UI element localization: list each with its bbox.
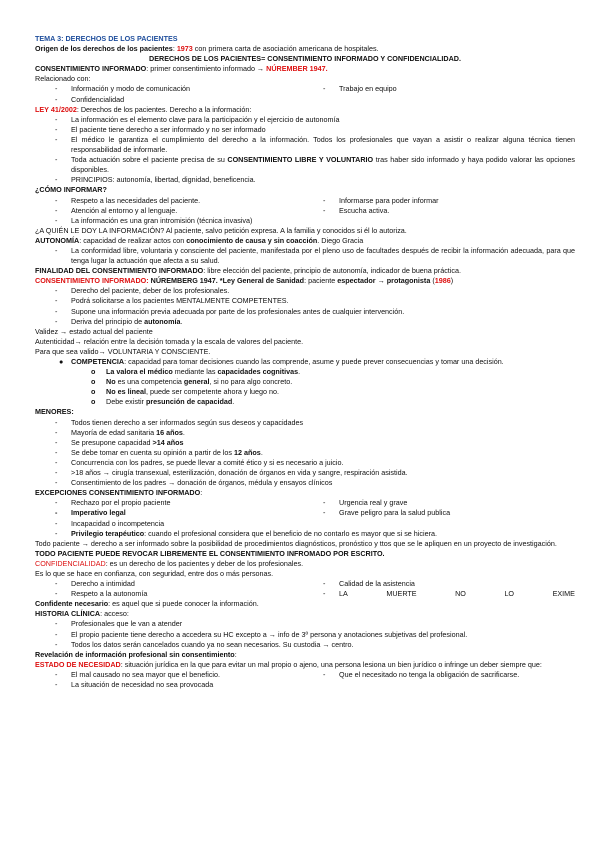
confidente-line: Confidente necesario: es aquel que si puede conocer la información.	[35, 599, 259, 609]
list-item: - Trabajo en equipo	[323, 84, 397, 94]
related-columns	[35, 84, 575, 104]
excepciones-columns	[35, 498, 575, 528]
finalidad-line: FINALIDAD DEL CONSENTIMIENTO INFORMADO: libre elección del paciente, principio de autonomía, indicador de buena práctica.	[35, 266, 461, 276]
lo-que-line: Es lo que se hace en confianza, con seguridad, entre dos o más personas.	[35, 568, 274, 578]
list-item: - Profesionales que le van a atender	[55, 619, 183, 629]
list-item: - Derecho del paciente, deber de los profesionales.	[55, 286, 230, 296]
list-item: - Privilegio terapéutico: cuando el profesional considera que el beneficio de no contarlo es mayor que si se hiciera.	[55, 528, 437, 538]
list-item: - >18 años → cirugía transexual, esterilización, donación de órganos en vida y sangre, respiración asistida.	[55, 468, 408, 478]
list-item: - Grave peligro para la salud publica	[323, 508, 451, 518]
list-item: - Imperativo legal	[55, 508, 126, 518]
confidencialidad-columns	[35, 579, 575, 599]
list-item: - Todos los datos serán cancelados cuando ya no sean necesarios. Su custodia → centro.	[55, 639, 354, 649]
list-item: - Incapacidad o incompetencia	[55, 518, 165, 528]
section-heading: MENORES:	[35, 407, 74, 417]
list-item: - Supone una información previa adecuada por parte de los profesionales antes de cualquier intervención.	[55, 306, 405, 316]
page-title: TEMA 3: DERECHOS DE LOS PACIENTES	[35, 34, 178, 43]
exime-line: LA MUERTE NO LO EXIME	[339, 589, 575, 599]
list-item: - Rechazo por el propio paciente	[55, 498, 171, 508]
para-valido-line: Para que sea valido→ VOLUNTARIA Y CONSCIENTE.	[35, 346, 211, 356]
quien-line: ¿A QUIÉN LE DOY LA INFORMACIÓN? Al paciente, salvo petición expresa. A la familia y conocidos si él lo autoriza.	[35, 225, 407, 235]
list-item: - Información y modo de comunicación	[55, 84, 191, 94]
ci2-line: CONSENTIMIENTO INFORMADO: NÚREMBERG 1947. *Ley General de Sanidad: paciente espectador → protagonista (1986)	[35, 276, 454, 286]
list-item: - Podrá solicitarse a los pacientes MENTALMENTE COMPETENTES.	[55, 296, 289, 306]
list-item: o La valora el médico mediante las capacidades cognitivas.	[91, 367, 301, 377]
document-page	[35, 34, 575, 690]
list-item: - Informarse para poder informar	[323, 195, 439, 205]
autonomia-line: AUTONOMÍA: capacidad de realizar actos con conocimiento de causa y sin coacción. Diego Gracia	[35, 235, 364, 245]
list-item: - El paciente tiene derecho a ser informado y no ser informado	[55, 124, 266, 134]
list-item: - Se presupone capacidad >14 años	[55, 437, 184, 447]
list-item: o No es lineal, puede ser competente ahora y luego no.	[91, 387, 280, 397]
list-item: - La conformidad libre, voluntaria y consciente del paciente, manifestada por el pleno uso de facultades después de recibir la información adecuada, para que tenga lugar la actuación que afecta a su salud.	[55, 245, 575, 266]
related-label: Relacionado con:	[35, 74, 91, 84]
confidencialidad-line: CONFIDENCIALIDAD: es un derecho de los pacientes y deber de los profesionales.	[35, 558, 304, 568]
list-item: - Que el necesitado no tenga la obligación de sacrificarse.	[323, 669, 520, 679]
competencia-item: ● COMPETENCIA: capacidad para tomar decisiones cuando las comprende, asume y puede prever consecuencias y tomar una decisión.	[59, 357, 504, 366]
list-item: - Todos tienen derecho a ser informados según sus deseos y capacidades	[55, 417, 304, 427]
list-item: - La información es el elemento clave para la participación y el ejercicio de autonomía	[55, 114, 340, 124]
list-item: - Respeto a las necesidades del paciente.	[55, 195, 201, 205]
list-item: - El propio paciente tiene derecho a accedera su HC excepto a → info de 3º persona y anotaciones subjetivas del profesional.	[55, 629, 468, 639]
list-item: - Toda actuación sobre el paciente precisa de su CONSENTIMIENTO LIBRE Y VOLUNTARIO tras haber sido informado y haya podido valorar las opciones disponibles.	[55, 155, 575, 175]
list-item: - PRINCIPIOS: autonomía, libertad, dignidad, beneficencia.	[55, 175, 256, 185]
list-item: - El médico le garantiza el cumplimiento del derecho a la información. Todos los profesionales que vayan a asistir o realizar alguna técnica tienen responsabilidad de informarle.	[55, 134, 575, 155]
ci-line: CONSENTIMIENTO INFORMADO: primer consentimiento informado → NÚREMBER 1947.	[35, 64, 328, 74]
estado-paragraph: ESTADO DE NECESIDAD: situación jurídica en la que para evitar un mal propio o ajeno, una persona lesiona un bien jurídico o infringe un deber siempre que:	[35, 659, 542, 669]
list-item: - Se debe tomar en cuenta su opinión a partir de los 12 años.	[55, 447, 263, 457]
todo-paciente-paragraph: Todo paciente → derecho a ser informado sobre la posibilidad de procedimientos diagnósticos, pronóstico y ttos que se le apliquen en un proyecto de investigación.	[35, 538, 557, 548]
list-item: - Derecho a intimidad	[55, 579, 135, 589]
origin-line: Origen de los derechos de los pacientes: 1973 con primera carta de asociación americana de hospitales.	[35, 44, 379, 54]
list-item: o No es una competencia general, si no para algo concreto.	[91, 377, 293, 387]
como-columns	[35, 196, 575, 226]
autenticidad-line: Autenticidad→ relación entre la decisión tomada y la escala de valores del paciente.	[35, 336, 304, 346]
section-heading: ¿CÓMO INFORMAR?	[35, 185, 107, 195]
validez-line: Validez → estado actual del paciente	[35, 326, 153, 336]
center-heading: DERECHOS DE LOS PACIENTES= CONSENTIMIENTO INFORMADO Y CONFIDENCIALIDAD.	[149, 54, 461, 64]
list-item: o Debe existir presunción de capacidad.	[91, 397, 235, 407]
revocar-line: TODO PACIENTE PUEDE REVOCAR LIBREMENTE EL CONSENTIMIENTO INFROMADO POR ESCRITO.	[35, 548, 385, 558]
revelacion-line: Revelación de información profesional sin consentimiento:	[35, 649, 237, 659]
ley-line: LEY 41/2002: Derechos de los pacientes. Derecho a la información:	[35, 104, 252, 114]
historia-line: HISTORIA CLÍNICA: acceso:	[35, 609, 129, 619]
list-item: - Consentimiento de los padres → donación de órganos, médula y ensayos clínicos	[55, 478, 333, 488]
list-item: - Concurrencia con los padres, se puede llevar a comité ético y si es necesario a juicio.	[55, 457, 344, 467]
section-heading: EXCEPCIONES CONSENTIMIENTO INFORMADO:	[35, 488, 203, 498]
list-item: - Deriva del principio de autonomía.	[55, 316, 183, 326]
list-item: - Escucha activa.	[323, 205, 390, 215]
list-item: - LA MUERTE NO LO EXIME	[323, 589, 575, 599]
estado-columns	[35, 670, 575, 690]
list-item: - Mayoría de edad sanitaria 16 años.	[55, 427, 185, 437]
list-item: - Confidencialidad	[55, 94, 125, 104]
list-item: - Urgencia real y grave	[323, 498, 408, 508]
list-item: - La información es una gran intromisión (técnica invasiva)	[55, 215, 253, 225]
list-item: - Respeto a la autonomía	[55, 589, 148, 599]
list-item: - Atención al entorno y al lenguaje.	[55, 205, 178, 215]
list-item: - El mal causado no sea mayor que el beneficio.	[55, 669, 221, 679]
list-item: - Calidad de la asistencia	[323, 579, 415, 589]
list-item: - La situación de necesidad no sea provocada	[55, 680, 214, 689]
